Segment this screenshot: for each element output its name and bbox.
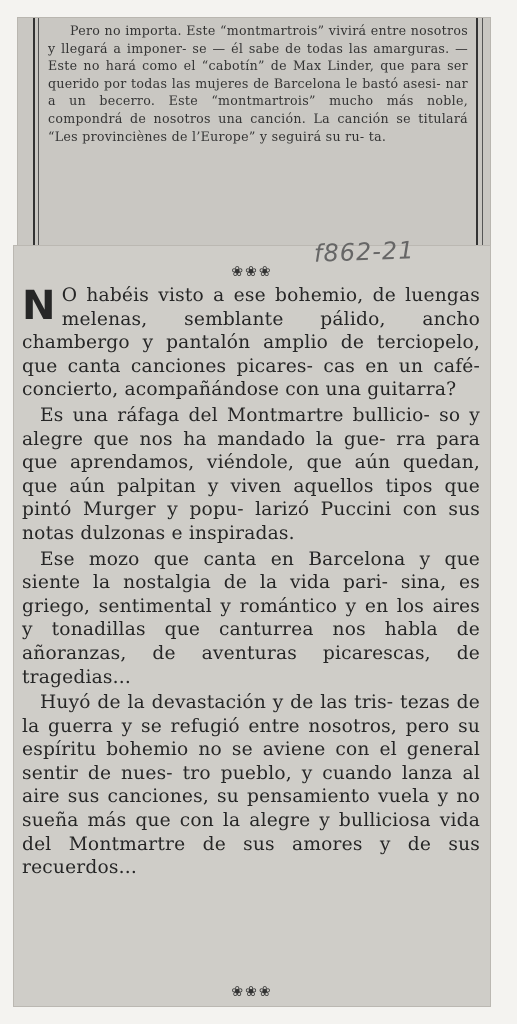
main-clipping — [14, 236, 490, 1006]
column-rule-left-inner — [38, 18, 39, 246]
paragraph-1-text: O habéis visto a ese bohemio, de luengas melenas, semblante pálido, ancho chambergo y pantalón amplio de terciopelo, que canta canciones picares- cas en un café-concierto, acompañándose con una guitarra? — [22, 285, 480, 401]
top-clipping-text — [48, 22, 468, 145]
top-paragraph: Pero no importa. Este “montmartrois” vivirá entre nosotros y llegará a imponer- se — él sabe de todas las amarguras. — Este no hará como el “cabotín” de Max Linder, que para ser querido por todas las mujeres de Barcelona le bastó asesi- nar a un becerro. Este “montmartrois” mucho más noble, compondrá de nosotros una canción. La canción se titulará “Les provinciènes de l’Europe” y seguirá su ru- ta. — [48, 23, 468, 144]
article-paragraph-2: Es una ráfaga del Montmartre bullicio- so y alegre que nos ha mandado la gue- rra para que aprendamos, viéndole, que aún quedan, que aún palpitan y viven aquellos tipos que pintó Murger y popu- larizó Puccini con sus notas dulzonas e inspiradas. — [22, 404, 480, 544]
column-rule-left — [33, 18, 35, 246]
article-body — [22, 284, 480, 882]
column-rule-right-inner — [482, 18, 483, 246]
top-clipping — [18, 18, 490, 246]
article-paragraph-3: Ese mozo que canta en Barcelona y que siente la nostalgia de la vida pari- sina, es griego, sentimental y romántico y en los aires y tonadillas que canturrea nos habla de añoranzas, de aventuras picarescas, de tragedias... — [22, 548, 480, 688]
handwritten-archive-note: f862-21 — [313, 236, 415, 268]
drop-cap: N — [22, 283, 56, 329]
column-rule-right — [476, 18, 478, 246]
article-paragraph-1 — [22, 284, 480, 402]
article-paragraph-4: Huyó de la devastación y de las tris- tezas de la guerra y se refugió entre nosotros, pero su espíritu bohemio no se aviene con el general sentir de nues- tro pueblo, y cuando lanza al aire sus canciones, su pensamiento vuela y no sueña más que con la alegre y bulliciosa vida del Montmartre de sus amores y de sus recuerdos... — [22, 692, 480, 879]
ornament-top: ❀❀❀ — [231, 264, 273, 280]
ornament-bottom: ❀❀❀ — [231, 984, 273, 1000]
